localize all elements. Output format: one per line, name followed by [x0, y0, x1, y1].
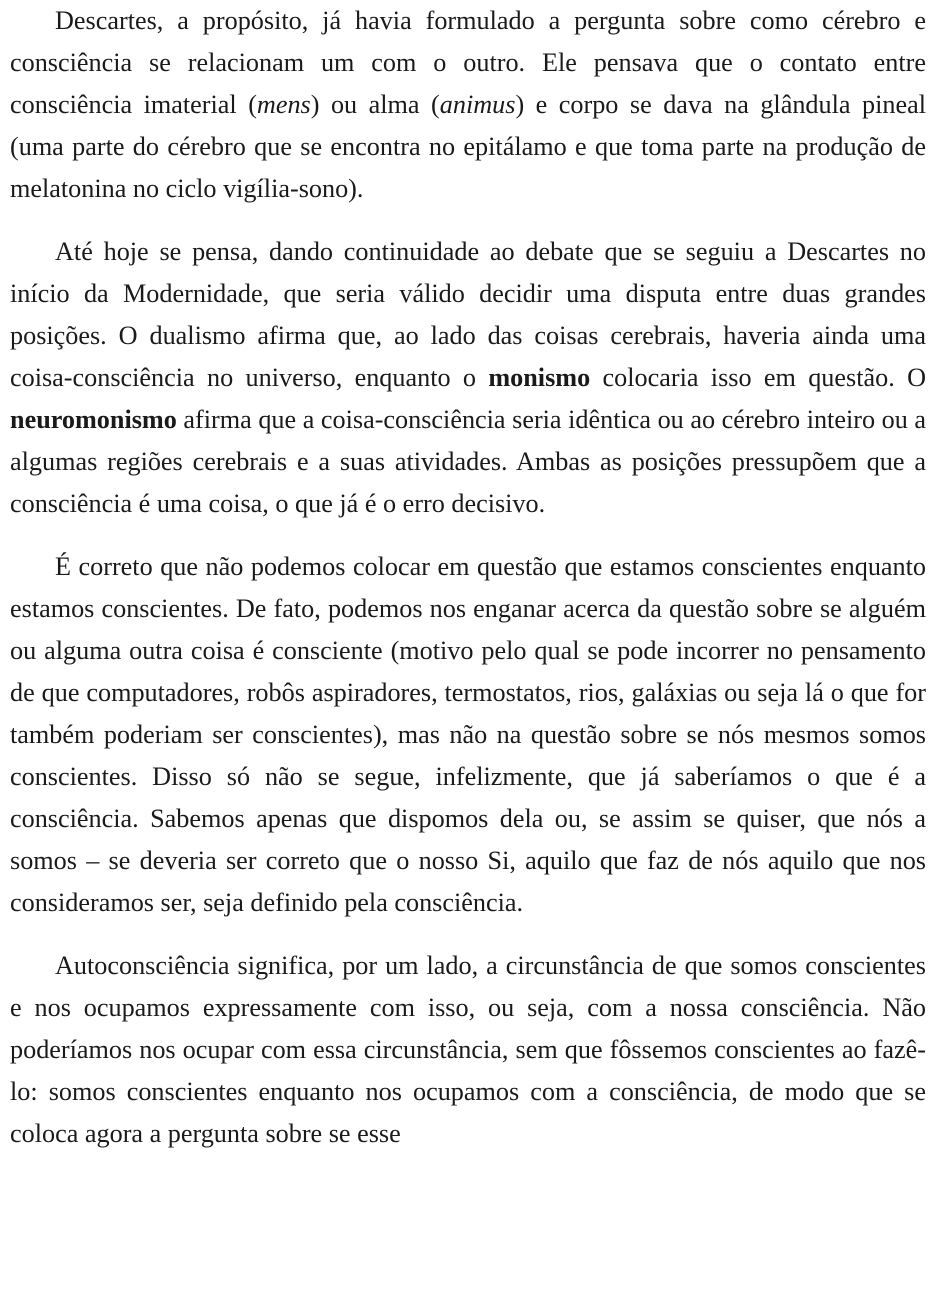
- paragraph-autoconsciencia: [10, 945, 926, 1155]
- text-span: É correto que não podemos colocar em questão que estamos conscientes enquanto estamos conscientes. De fato, podemos nos enganar acerca da questão sobre se alguém ou alguma outra coisa é consciente (motivo pelo qual se pode incorrer no pensamento de que computadores, robôs aspiradores, termostatos, rios, galáxias ou seja lá o que for também poderiam ser conscientes), mas não na questão sobre se nós mesmos somos conscientes. Disso só não se segue, infelizmente, que já saberíamos o que é a consciência. Sabemos apenas que dispomos dela ou, se assim se quiser, que nós a somos – se deveria ser correto que o nosso Si, aquilo que faz de nós aquilo que nos consideramos ser, seja definido pela consciência.: [10, 552, 926, 917]
- paragraph-estamos-conscientes: [10, 546, 926, 924]
- text-span: afirma que a coisa-consciência seria idêntica ou ao cérebro inteiro ou a algumas regiões cerebrais e a suas atividades. Ambas as posições pressupõem que a consciência é uma coisa, o que já é o erro decisivo.: [10, 405, 926, 518]
- text-span: colocaria isso em questão. O: [590, 363, 926, 392]
- paragraph-descartes-pineal: [10, 0, 926, 210]
- latin-term-mens: mens: [256, 90, 311, 119]
- text-span: Até hoje se pensa, dando continuidade ao debate que se seguiu a Descartes no início da Modernidade, que seria válido decidir uma disputa entre duas grandes posições. O dualismo afirma que, ao lado das coisas cerebrais, haveria ainda uma coisa-consciência no universo, enquanto o: [10, 237, 926, 392]
- paragraph-dualismo-monismo: [10, 231, 926, 525]
- text-span: Descartes, a propósito, já havia formulado a pergunta sobre como cérebro e consciência se relacionam um com o outro. Ele pensava que o contato entre consciência imaterial (: [10, 6, 926, 119]
- latin-term-animus: animus: [439, 90, 516, 119]
- text-span: Autoconsciência significa, por um lado, a circunstância de que somos conscientes e nos ocupamos expressamente com isso, ou seja, com a nossa consciência. Não poderíamos nos ocupar com essa circunstância, sem que fôssemos conscientes ao fazê-lo: somos conscientes enquanto nos ocupamos com a consciência, de modo que se coloca agora a pergunta sobre se esse: [10, 951, 926, 1148]
- key-term-monismo: monismo: [488, 363, 591, 392]
- key-term-neuromonismo: neuromonismo: [10, 405, 177, 434]
- text-span: ) ou alma (: [310, 90, 440, 119]
- document-page: [10, 0, 926, 1176]
- text-span: ) e corpo se dava na glândula pineal (uma parte do cérebro que se encontra no epitálamo e que toma parte na produção de melatonina no ciclo vigília-sono).: [10, 90, 926, 203]
